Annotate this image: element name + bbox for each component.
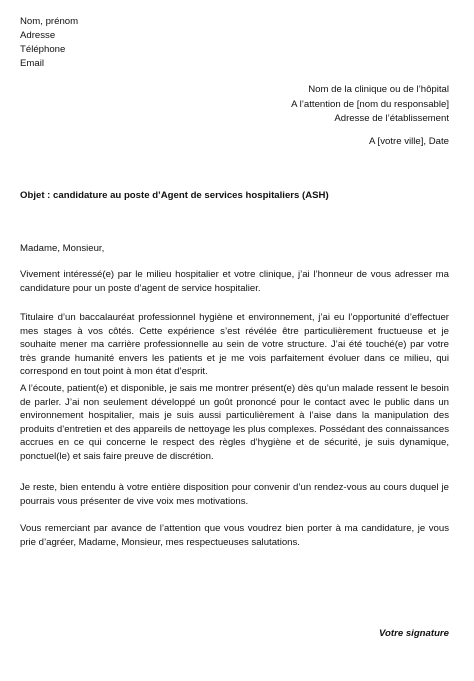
paragraph-qualities: A l’écoute, patient(e) et disponible, je sais me montrer présent(e) dès qu’un malade ressent le besoin de parler. J’ai non seulement développé un goût prononcé pour le contact avec le public dans un environnement hospitalier, mais je suis aussi particulièrement à l’aise dans la manipulation des produits d’entretien et des appareils de nettoyage les plus complexes. Possédant des connaissances accrues en ce qui concerne le respect des règles d’hygiène et de sécurité, je suis dynamique, ponctuel(le) et sais faire preuve de discrétion. (20, 383, 449, 462)
sender-address: Adresse (20, 30, 56, 41)
recipient-attention: A l’attention de [nom du responsable] (291, 98, 449, 110)
paragraph-background: Titulaire d’un baccalauréat professionnel hygiène et environnement, j’ai eu l’opportunité d’effectuer mes stages à vos côtés. Cette expérience s’est révélée être particulièrement fructueuse et je souhaite mener ma carrière professionnelle au sein de votre structure. J’ai été touché(e) par votre très grande humanité envers les patients et je me vois parfaitement évoluer dans ce milieu, qui correspond en tout point à mon état d’esprit. (20, 312, 449, 378)
recipient-institution: Nom de la clinique ou de l’hôpital (308, 84, 449, 95)
signature: Votre signature (378, 628, 449, 639)
recipient-block (291, 83, 449, 127)
sender-name: Nom, prénom (20, 16, 79, 27)
sender-block (20, 15, 78, 71)
place-date: A [votre ville], Date (369, 136, 449, 147)
paragraph-intro: Vivement intéressé(e) par le milieu hospitalier et votre clinique, j’ai l’honneur de vous adresser ma candidature pour un poste d’agent de service hospitalier. (20, 269, 449, 294)
paragraph-availability: Je reste, bien entendu à votre entière disposition pour convenir d’un rendez-vous au cours duquel je pourrais vous présenter de vive voix mes motivations. (20, 482, 449, 507)
sender-email: Email (20, 58, 44, 69)
sender-phone: Téléphone (20, 44, 66, 55)
recipient-address: Adresse de l’établissement (334, 113, 449, 124)
letter-subject: Objet : candidature au poste d’Agent de services hospitaliers (ASH) (20, 190, 329, 201)
paragraph-closing: Vous remerciant par avance de l’attention que vous voudrez bien porter à ma candidature, je vous prie d’agréer, Madame, Monsieur, mes respectueuses salutations. (20, 523, 449, 548)
salutation: Madame, Monsieur, (20, 243, 105, 254)
